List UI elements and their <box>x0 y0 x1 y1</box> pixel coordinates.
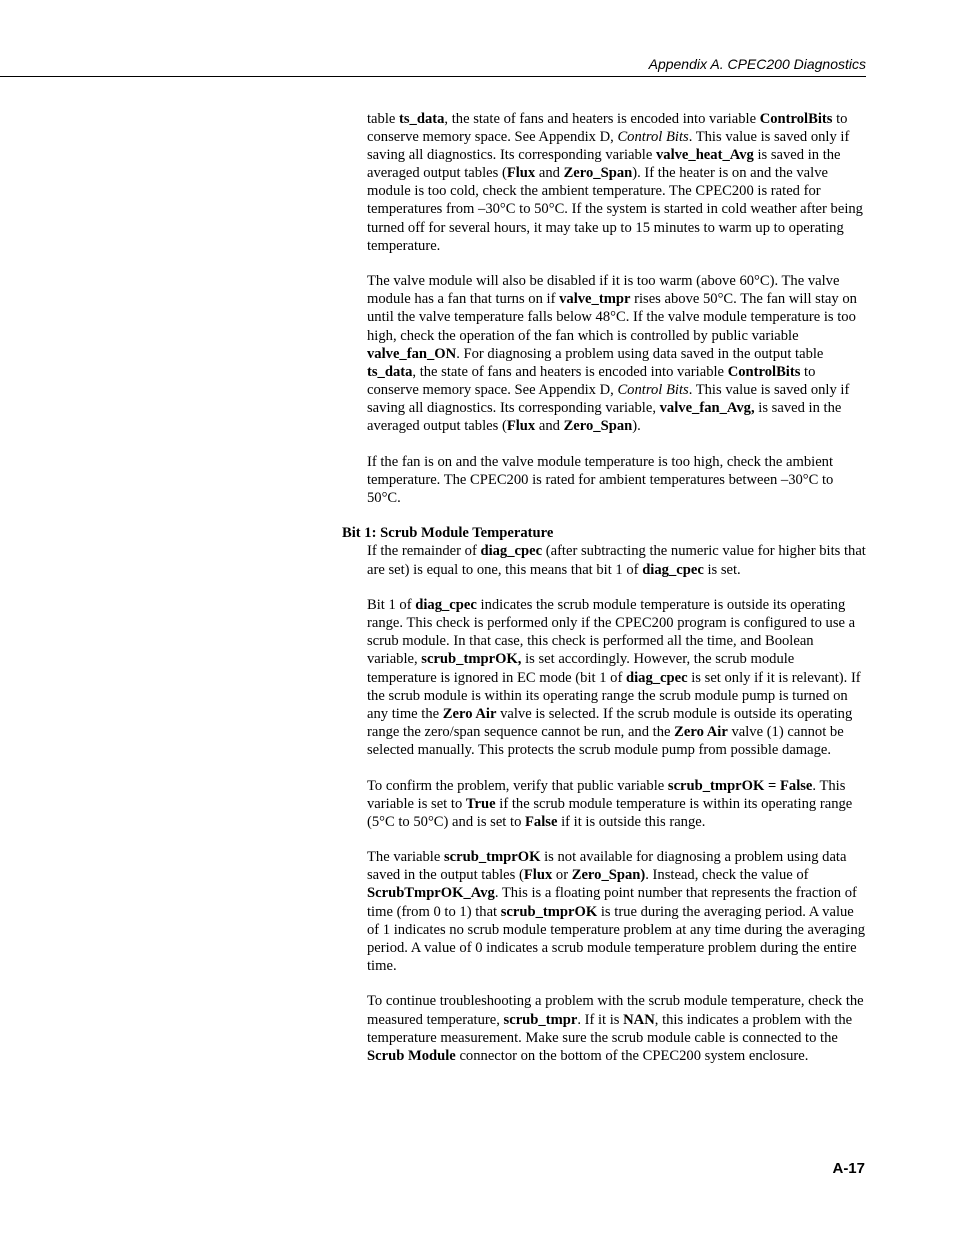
text-run: if the scrub module temperature is within its operating range (5°C to 50°C) and is set to <box>367 795 853 830</box>
text-run: is true during the averaging period. A value of 1 indicates no scrub module temperature problem at any time during the averaging period. A value of 0 indicates a scrub module temperature problem during the entire time. <box>367 903 866 974</box>
bold-term: Scrub Module <box>367 1047 456 1064</box>
text-run: , this indicates a problem with the temperature measurement. Make sure the scrub module cable is connected to the <box>367 1011 853 1046</box>
bold-term: diag_cpec <box>480 543 543 560</box>
text-run: ). <box>632 418 641 434</box>
section-heading: Bit 1: Scrub Module Temperature <box>342 525 554 542</box>
text-run: is not available for diagnosing a problem using data saved in the output tables ( <box>367 849 847 884</box>
bold-term: valve_fan_ON <box>367 345 457 362</box>
bold-term: valve_fan_Avg, <box>659 399 755 416</box>
text-run: or <box>552 867 572 884</box>
italic-reference: Control Bits <box>617 129 689 146</box>
text-run: . For diagnosing a problem using data saved in the output table <box>456 345 824 362</box>
bold-term: valve_heat_Avg <box>655 147 754 164</box>
bold-term: Flux <box>506 418 536 434</box>
text-run: rises above 50°C. The fan will stay on until the valve temperature falls below 48°C. If the valve module temperature is too high, check the operation of the fan which is controlled by public variable <box>367 291 857 344</box>
paragraph <box>367 777 866 831</box>
text-run: if it is outside this range. <box>557 813 706 830</box>
text-run: . Instead, check the value of <box>645 867 809 884</box>
paragraph <box>367 848 866 975</box>
bold-term: Zero Air <box>674 723 728 740</box>
text-run: . If it is <box>577 1011 624 1028</box>
bold-term: scrub_tmprOK <box>443 849 541 866</box>
paragraph <box>367 453 866 507</box>
bold-term: Zero Air <box>442 705 497 722</box>
page-number: A-17 <box>832 1160 865 1177</box>
text-run: If the fan is on and the valve module temperature is too high, check the ambient temperature. The CPEC200 is rated for ambient temperatures between –30°C to 50°C. <box>367 453 834 506</box>
bold-term: ts_data <box>367 363 413 380</box>
bold-term: scrub_tmprOK <box>500 903 598 920</box>
header-title: Appendix A. CPEC200 Diagnostics <box>648 56 866 72</box>
text-run: is saved in the averaged output tables ( <box>367 399 842 434</box>
text-run: The variable <box>367 849 444 866</box>
text-run: is set accordingly. However, the scrub module temperature is ignored in EC mode (bit 1 of <box>367 651 795 686</box>
text-run: To confirm the problem, verify that public variable <box>367 777 668 794</box>
text-run: . This is a floating point number that represents the fraction of time (from 0 to 1) that <box>367 885 857 920</box>
bold-term: valve_tmpr <box>559 291 631 308</box>
text-run: . This value is saved only if saving all diagnostics. Its corresponding variable <box>367 129 850 164</box>
text-run: Bit 1 of <box>367 597 416 614</box>
bold-term: scrub_tmpr <box>503 1011 578 1028</box>
bold-term: diag_cpec <box>625 669 688 686</box>
bold-term: Zero_Span <box>563 418 633 434</box>
bold-term: ts_data <box>399 111 445 127</box>
text-run: table <box>367 111 400 127</box>
text-run: ). If the heater is on and the valve module is too cold, check the ambient temperature. The CPEC200 is rated for temperatures from –30°C to 50°C. If the system is started in cold weather after being turned off for several hours, it may take up to 15 minutes to warm up to operating temperature. <box>367 165 863 254</box>
text-run: valve (1) cannot be selected manually. This protects the scrub module pump from possible damage. <box>367 723 844 758</box>
text-run: connector on the bottom of the CPEC200 system enclosure. <box>455 1047 809 1064</box>
bold-term: Flux <box>523 867 553 884</box>
text-run: (after subtracting the numeric value for higher bits that are set) is equal to one, this means that bit 1 of <box>367 543 866 578</box>
text-run: to conserve memory space. See Appendix D, <box>367 363 816 398</box>
text-run: . This value is saved only if saving all diagnostics. Its corresponding variable, <box>367 381 850 416</box>
paragraph <box>367 596 866 759</box>
text-run: is set only if it is relevant). If the scrub module is within its operating range the scrub module pump is turned on any time the <box>367 669 861 722</box>
bold-term: NAN <box>623 1011 655 1028</box>
paragraph <box>367 992 866 1064</box>
text-run: to conserve memory space. See Appendix D, <box>367 111 848 146</box>
page-header <box>0 54 866 77</box>
bold-term: ScrubTmprOK_Avg <box>367 885 495 902</box>
bold-term: diag_cpec <box>642 561 704 578</box>
paragraph <box>367 542 866 578</box>
text-run: is set. <box>703 561 741 578</box>
bold-term: scrub_tmprOK, <box>421 651 522 668</box>
bold-term: Flux <box>506 165 536 182</box>
text-run: and <box>535 418 564 434</box>
text-run: If the remainder of <box>367 543 481 560</box>
text-run: , the state of fans and heaters is encoded into variable <box>444 111 760 127</box>
text-run: and <box>535 165 564 182</box>
text-run: indicates the scrub module temperature is outside its operating range. This check is performed only if the CPEC200 program is configured to use a scrub module. In that case, this check is performed all the time, and Boolean variable, <box>367 597 856 668</box>
bold-term: True <box>465 795 496 812</box>
bold-term: ControlBits <box>759 111 833 127</box>
text-run: , the state of fans and heaters is encoded into variable <box>412 363 728 380</box>
bold-term: False <box>525 813 558 830</box>
text-run: valve is selected. If the scrub module is outside its operating range the zero/span sequence cannot be run, and the <box>367 705 853 740</box>
text-run: is saved in the averaged output tables ( <box>367 147 841 182</box>
bold-term: scrub_tmprOK = False <box>667 777 813 794</box>
paragraph <box>367 110 866 255</box>
bold-term: Zero_Span) <box>571 867 646 884</box>
page-body <box>342 110 866 1065</box>
text-run: The valve module will also be disabled if it is too warm (above 60°C). The valve module has a fan that turns on if <box>367 273 840 308</box>
bold-term: Zero_Span <box>563 165 633 182</box>
italic-reference: Control Bits <box>617 381 689 398</box>
bold-term: ControlBits <box>727 363 801 380</box>
text-run: To continue troubleshooting a problem with the scrub module temperature, check the measured temperature, <box>367 993 864 1028</box>
bold-term: diag_cpec <box>415 597 477 614</box>
text-run: . This variable is set to <box>367 777 846 812</box>
paragraph <box>367 272 866 435</box>
